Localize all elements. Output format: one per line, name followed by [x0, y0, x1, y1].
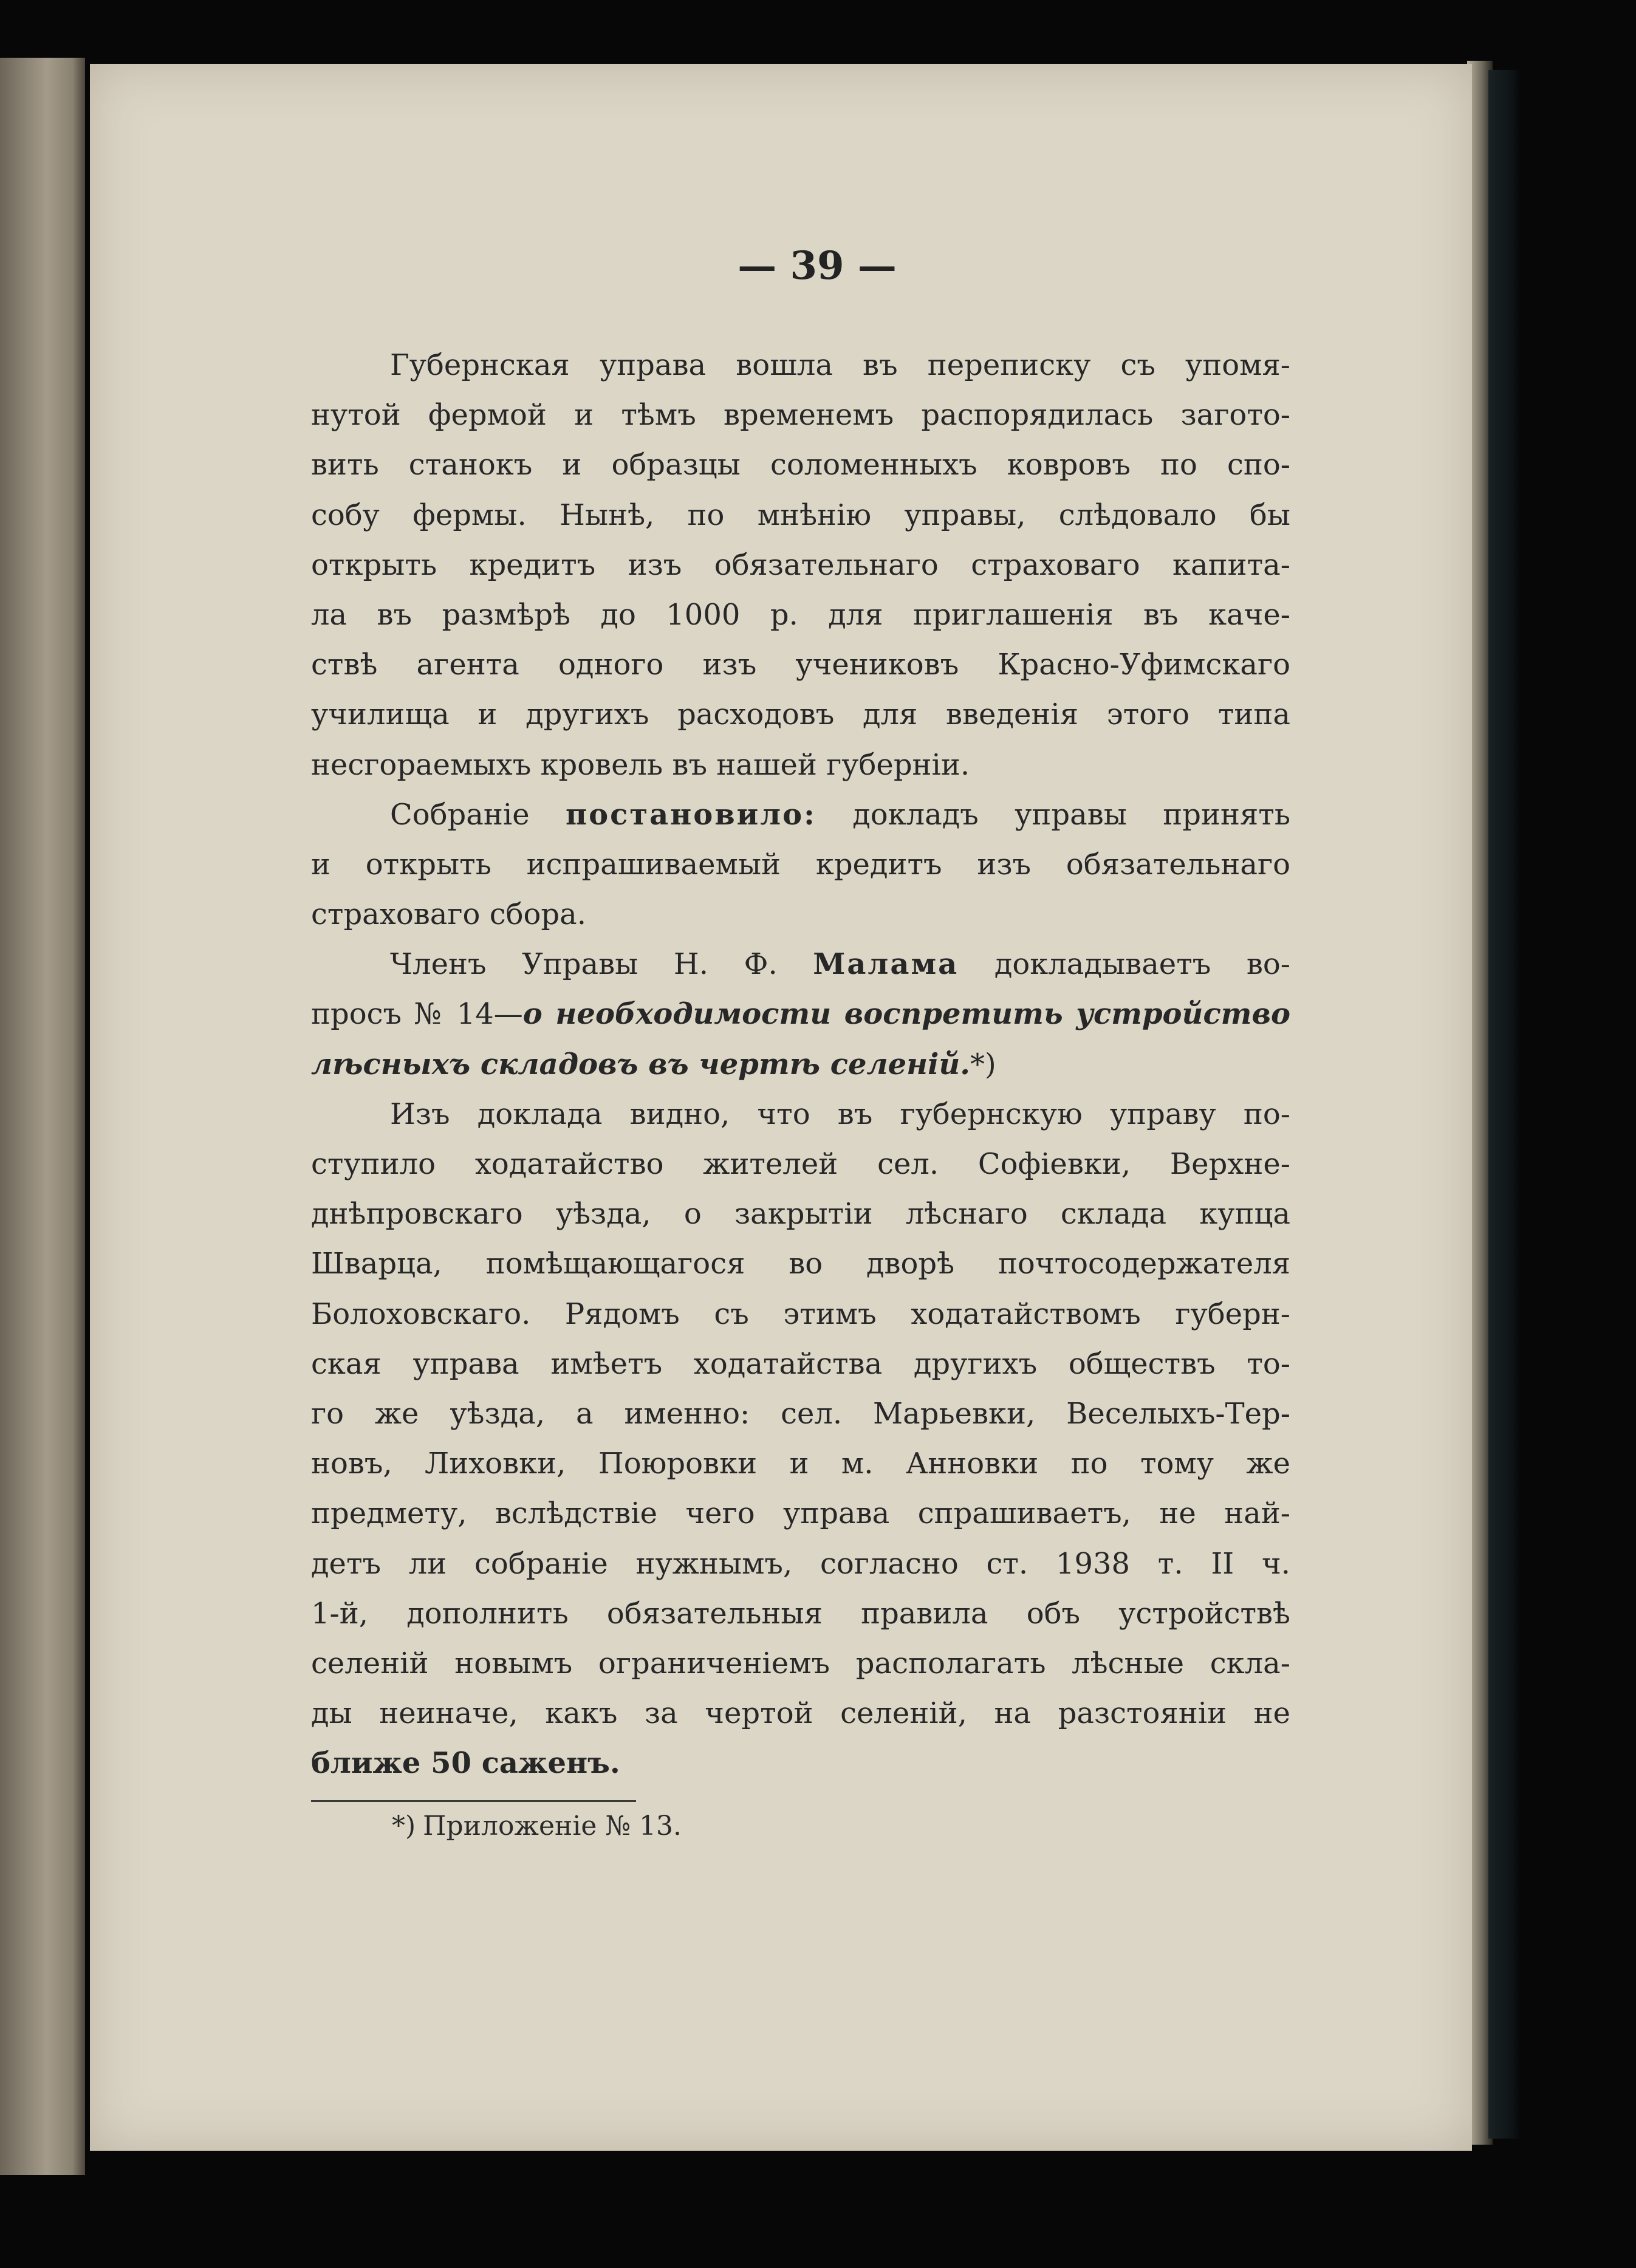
- text-line: несгораемыхъ кровель въ нашей губерніи.: [311, 747, 970, 782]
- text-line: [311, 989, 1290, 1039]
- text-line: Губернская управа вошла въ переписку съ упомя-: [390, 348, 1290, 382]
- text-line: го же уѣзда, а именно: сел. Марьевки, Веселыхъ-Тер-: [311, 1396, 1290, 1431]
- text-line: открыть кредитъ изъ обязательнаго страховаго капита-: [311, 547, 1290, 582]
- text-line: детъ ли собраніе нужнымъ, согласно ст. 1938 т. II ч.: [311, 1546, 1290, 1581]
- footnote-ref: *): [970, 1047, 996, 1081]
- footnote-text: Приложеніе № 13.: [423, 1811, 682, 1841]
- text-line: 1-й, дополнить обязательныя правила объ устройствѣ: [311, 1596, 1290, 1631]
- text-line: ды неиначе, какъ за чертой селеній, на разстояніи не: [311, 1696, 1290, 1731]
- text-line: нутой фермой и тѣмъ временемъ распорядилась загото-: [311, 398, 1290, 433]
- speaker-name: Малама: [813, 947, 959, 982]
- text-line: предмету, вслѣдствіе чего управа спрашиваетъ, не най-: [311, 1496, 1290, 1531]
- text-line: [311, 1040, 1290, 1089]
- text-line: [311, 790, 1290, 840]
- text-line: страховаго сбора.: [311, 897, 586, 932]
- footnote-rule: [311, 1800, 636, 1802]
- page-number: — 39 —: [738, 243, 897, 289]
- book-cover-edge: [1488, 70, 1522, 2139]
- text-line: училища и другихъ расходовъ для введенія этого типа: [311, 697, 1290, 732]
- text-line: новъ, Лиховки, Поюровки и м. Анновки по тому же: [311, 1447, 1290, 1481]
- text-line: ближе 50 саженъ.: [311, 1746, 620, 1781]
- text-line: вить станокъ и образцы соломенныхъ ковровъ по спо-: [311, 448, 1290, 482]
- text-line: селеній новымъ ограниченіемъ располагать лѣсные скла-: [311, 1646, 1290, 1680]
- text-line: ствѣ агента одного изъ учениковъ Красно-Уфимскаго: [311, 648, 1290, 682]
- text-line: Болоховскаго. Рядомъ съ этимъ ходатайствомъ губерн-: [311, 1297, 1290, 1331]
- body-text: [311, 340, 1290, 1788]
- text-line: [311, 939, 1290, 989]
- speaker-rest: докладываетъ во-: [994, 947, 1291, 982]
- footnote: [392, 1811, 689, 1841]
- text-line: Изъ доклада видно, что въ губернскую управу по-: [390, 1097, 1290, 1131]
- resolution-keyword: постановило:: [565, 797, 816, 832]
- text-line: ская управа имѣетъ ходатайства другихъ обществъ то-: [311, 1346, 1290, 1381]
- speaker-intro: Членъ Управы Н. Ф.: [390, 947, 778, 982]
- text-line: ла въ размѣрѣ до 1000 р. для приглашенія въ каче-: [311, 597, 1290, 632]
- footnote-marker: *): [392, 1811, 416, 1841]
- text-line: ступило ходатайство жителей сел. Софіевки, Верхне-: [311, 1147, 1290, 1181]
- text-line: и открыть испрашиваемый кредитъ изъ обязательнаго: [311, 847, 1290, 882]
- text-line: собу фермы. Нынѣ, по мнѣнію управы, слѣдовало бы: [311, 498, 1290, 532]
- question-title-cont: лѣсныхъ складовъ въ чертѣ селеній.: [311, 1047, 970, 1081]
- resolution-intro: Собраніе: [390, 797, 530, 832]
- left-page-edge: [0, 58, 85, 2175]
- question-title: о необходимости воспретить устройство: [522, 997, 1290, 1032]
- resolution-rest: докладъ управы принять: [852, 797, 1290, 832]
- text-line: Шварца, помѣщающагося во дворѣ почтосодержателя: [311, 1247, 1290, 1281]
- question-number: просъ № 14—: [311, 997, 523, 1032]
- text-line: днѣпровскаго уѣзда, о закрытіи лѣснаго склада купца: [311, 1197, 1290, 1232]
